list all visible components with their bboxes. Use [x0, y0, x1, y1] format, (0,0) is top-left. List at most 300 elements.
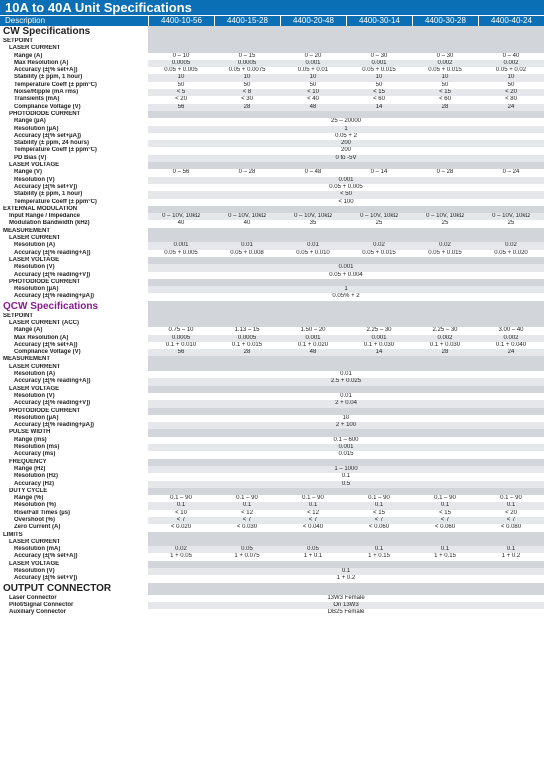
row-label: Accuracy (±[% reading+V])	[14, 271, 91, 278]
blank-cell	[148, 235, 544, 242]
shared-value-cell: 10	[342, 414, 350, 421]
row-label: Accuracy (±[% set+V])	[14, 183, 78, 190]
group-label: LASER VOLTAGE	[9, 385, 60, 392]
blank-cell	[148, 408, 544, 415]
value-cell: 0.0005	[148, 335, 214, 342]
value-cell: 0.05 + 0.015	[362, 67, 396, 74]
value-cell: 56	[148, 104, 214, 111]
value-cell: 10	[478, 74, 544, 81]
row-label: Resolution (V)	[14, 568, 55, 575]
value-cell: < 5	[148, 89, 214, 96]
table-row	[0, 400, 544, 407]
row-label: Accuracy (±[% reading+V])	[14, 400, 91, 407]
group-label: LIMITS	[3, 531, 23, 538]
table-row	[0, 342, 544, 349]
model-header: 4400-40-24	[478, 16, 544, 26]
group-row	[0, 279, 544, 286]
value-cell: 0.1 – 90	[170, 495, 192, 502]
shared-value-cell: 1	[148, 286, 544, 293]
shared-value-cell: DB25 Female	[327, 609, 365, 616]
table-row	[0, 264, 544, 271]
row-label: Compliance Voltage (V)	[14, 349, 81, 356]
blank-cell	[148, 279, 544, 286]
value-cell: 0.05	[214, 546, 280, 553]
group-label: LASER CURRENT (ACC)	[9, 319, 79, 326]
table-row	[0, 133, 544, 140]
group-label: FREQUENCY	[9, 458, 47, 465]
row-label: Resolution (%)	[14, 502, 56, 509]
shared-value-cell: 0.01	[340, 392, 352, 399]
row-label: Max Resolution (A)	[14, 334, 69, 341]
group-row	[0, 320, 544, 327]
value-cell: 0.1	[280, 502, 346, 509]
model-header: 4400-15-28	[214, 16, 280, 26]
value-cell: 28	[214, 349, 280, 356]
value-cell: 0.0005	[214, 60, 280, 67]
group-label: MEASUREMENT	[3, 227, 51, 234]
table-row	[0, 378, 544, 385]
value-cell: 1 + 0.2	[501, 553, 521, 560]
table-row	[0, 335, 544, 342]
value-cell: 0.05	[280, 546, 346, 553]
table-row	[0, 220, 544, 227]
table-row	[0, 67, 544, 74]
value-cell: 0.05 + 0.020	[494, 249, 528, 256]
row-label: Stability (± ppm, 1 hour)	[14, 191, 83, 198]
row-label: Noise/Ripple (mA rms)	[14, 89, 79, 96]
value-cell: < 10	[280, 89, 346, 96]
value-cell: 1.50 – 20	[300, 327, 326, 334]
value-cell: < 30	[241, 96, 253, 103]
value-cell: < 80	[505, 96, 517, 103]
row-label: Transients (mA)	[14, 96, 60, 103]
row-label: Accuracy (±[% set+µA])	[14, 132, 81, 139]
table-row	[0, 147, 544, 154]
table-row	[0, 510, 544, 517]
row-label: Resolution (µA)	[14, 125, 59, 132]
row-label: Resolution (V)	[14, 176, 55, 183]
value-cell: 50	[177, 81, 185, 88]
row-label: Range (V)	[14, 169, 43, 176]
value-cell: 50	[507, 81, 515, 88]
value-cell: 0.002	[412, 60, 478, 67]
value-cell: < 20	[175, 96, 187, 103]
value-cell: 0.02	[478, 242, 544, 249]
value-cell: 0.05 + 0.008	[230, 249, 264, 256]
value-cell: 0.1 – 90	[368, 495, 390, 502]
table-row	[0, 184, 544, 191]
value-cell: 0.1	[214, 502, 280, 509]
value-cell: 0.001	[148, 242, 214, 249]
group-label: LASER CURRENT	[9, 45, 61, 52]
row-label: Temperature Coeff (± ppm°C)	[14, 147, 97, 154]
table-row	[0, 553, 544, 560]
row-label: Resolution (A)	[14, 242, 55, 249]
value-cell: 10	[346, 74, 412, 81]
value-cell: < 10	[175, 509, 187, 516]
shared-value-cell: < 100	[338, 198, 354, 205]
group-label: LASER VOLTAGE	[9, 560, 60, 567]
value-cell: 0.002	[478, 335, 544, 342]
table-row	[0, 96, 544, 103]
value-cell: 0.1	[148, 502, 214, 509]
value-cell: 0 – 15	[238, 52, 256, 59]
value-cell: 10	[148, 74, 214, 81]
value-cell: 0.1 + 0.030	[363, 341, 395, 348]
group-label: LASER CURRENT	[9, 538, 61, 545]
value-cell: < 0.060	[434, 524, 456, 531]
table-row	[0, 422, 544, 429]
row-label: Overshoot (%)	[14, 517, 56, 523]
table-row	[0, 502, 544, 509]
value-cell: 0.1	[478, 546, 544, 553]
value-cell: 0.002	[478, 60, 544, 67]
table-row	[0, 89, 544, 96]
row-label: Modulation Bandwidth (kHz)	[9, 220, 90, 227]
row-label: Resolution (A)	[14, 371, 55, 378]
shared-value-cell: 1 – 1000	[148, 466, 544, 473]
group-row	[0, 408, 544, 415]
value-cell: < 40	[307, 96, 319, 103]
blank-cell	[148, 561, 544, 568]
table-row	[0, 481, 544, 488]
value-cell: 24	[478, 349, 544, 356]
table-header	[0, 15, 544, 26]
value-cell: 40	[177, 220, 185, 227]
value-cell: < 7	[280, 517, 346, 524]
value-cell: 14	[346, 104, 412, 111]
value-cell: 1 + 0.15	[368, 553, 390, 560]
row-label: Range (%)	[14, 495, 44, 502]
row-label: Accuracy (±[% set+A])	[14, 341, 78, 348]
group-label: PHOTODIODE CURRENT	[9, 278, 81, 285]
value-cell: 50	[375, 81, 383, 88]
value-cell: 0.1	[346, 502, 412, 509]
row-label: Input Range / Impedance	[9, 213, 81, 220]
value-cell: < 12	[307, 509, 319, 516]
value-cell: 2.25 – 30	[432, 327, 458, 334]
row-label: Range (µA)	[14, 118, 46, 125]
value-cell: 0 – 40	[502, 52, 520, 59]
row-label: Compliance Voltage (V)	[14, 103, 81, 110]
table-row	[0, 495, 544, 502]
page-title: 10A to 40A Unit Specifications	[0, 0, 544, 15]
value-cell: 0.05 + 0.005	[164, 67, 198, 74]
section-title: OUTPUT CONNECTOR	[3, 582, 112, 594]
group-row	[0, 459, 544, 466]
value-cell: 0.1 – 90	[434, 495, 456, 502]
value-cell: 0.1 + 0.020	[297, 341, 329, 348]
value-cell: 0 – 10V, 10kΩ	[280, 213, 346, 220]
value-cell: 0.05 + 0.02	[495, 67, 527, 74]
value-cell: < 60	[439, 96, 451, 103]
blank-cell	[148, 228, 544, 235]
row-label: Resolution (mA)	[14, 546, 61, 553]
value-cell: 0.02	[148, 546, 214, 553]
value-cell: 0 – 10V, 10kΩ	[412, 213, 478, 220]
blank-cell	[148, 364, 544, 371]
row-label: Stability (± ppm, 24 hours)	[14, 140, 89, 147]
value-cell: 0.001	[280, 335, 346, 342]
section-title: QCW Specifications	[3, 300, 99, 312]
table-row	[0, 199, 544, 206]
blank-cell	[148, 206, 544, 213]
model-header: 4400-30-28	[412, 16, 478, 26]
value-cell: 3.00 – 40	[498, 327, 524, 334]
row-label: Temperature Coeff (± ppm°C)	[14, 198, 97, 205]
table-row	[0, 473, 544, 480]
table-row	[0, 517, 544, 524]
value-cell: 0 – 10V, 10kΩ	[346, 213, 412, 220]
row-label: Resolution (µA)	[14, 414, 59, 421]
table-row	[0, 575, 544, 582]
value-cell: 0 – 10V, 10kΩ	[478, 213, 544, 220]
row-label: Temperature Coeff (± ppm°C)	[14, 81, 97, 88]
row-label: Stability (± ppm, 1 hour)	[14, 74, 83, 81]
shared-value-cell: 0.1	[148, 568, 544, 575]
blank-cell	[148, 386, 544, 393]
value-cell: 0.1	[412, 502, 478, 509]
group-row	[0, 561, 544, 568]
table-row	[0, 609, 544, 616]
row-label: Accuracy (Hz)	[14, 480, 55, 487]
blank-cell	[148, 532, 544, 539]
group-label: EXTERNAL MODULATION	[3, 205, 78, 212]
row-label: Range (A)	[14, 327, 43, 334]
group-label: PHOTODIODE CURRENT	[9, 110, 81, 117]
row-label: Accuracy (ms)	[14, 451, 56, 458]
value-cell: 25	[441, 220, 449, 227]
row-label: Range (Hz)	[14, 465, 46, 472]
value-cell: < 12	[241, 509, 253, 516]
value-cell: 0.05 + 0.010	[296, 249, 330, 256]
value-cell: 0.0005	[148, 60, 214, 67]
group-row	[0, 257, 544, 264]
value-cell: 0 – 30	[436, 52, 454, 59]
blank-cell	[148, 313, 544, 320]
value-cell: 0.02	[412, 242, 478, 249]
value-cell: < 20	[478, 89, 544, 96]
row-label: Rise/Fall Times (µs)	[14, 509, 71, 516]
shared-value-cell: 0.015	[338, 451, 354, 458]
shared-value-cell: 0.001	[148, 444, 544, 451]
value-cell: 0 – 28	[238, 169, 256, 176]
shared-value-cell: 200	[340, 147, 351, 154]
value-cell: 0.002	[412, 335, 478, 342]
row-label: Max Resolution (A)	[14, 59, 69, 66]
table-row	[0, 272, 544, 279]
group-row	[0, 488, 544, 495]
row-label: Accuracy (±[% reading+µA])	[14, 293, 94, 300]
value-cell: 0 – 10	[172, 52, 190, 59]
row-label: Accuracy (±[% reading+A])	[14, 249, 91, 256]
row-label: Accuracy (±[% set+A])	[14, 67, 78, 74]
shared-value-cell: 0.05 + 2	[335, 132, 357, 139]
group-label: MEASUREMENT	[3, 356, 51, 363]
value-cell: 50	[441, 81, 449, 88]
value-cell: 0.02	[346, 242, 412, 249]
description-header: Description	[5, 16, 46, 25]
value-cell: 24	[478, 104, 544, 111]
table-row	[0, 393, 544, 400]
value-cell: 0.05 + 0.005	[164, 249, 198, 256]
value-cell: 0.001	[280, 60, 346, 67]
value-cell: 0.05 + 0.015	[428, 249, 462, 256]
value-cell: 48	[280, 104, 346, 111]
value-cell: 0.05 + 0.01	[297, 67, 329, 74]
row-label: Resolution (Hz)	[14, 473, 58, 480]
value-cell: 28	[412, 104, 478, 111]
group-row	[0, 539, 544, 546]
value-cell: 50	[243, 81, 251, 88]
row-label: Laser Connector	[9, 594, 57, 601]
table-row	[0, 140, 544, 147]
shared-value-cell: 0 to -5V	[148, 155, 544, 162]
blank-cell	[148, 429, 544, 436]
table-row	[0, 524, 544, 531]
blank-cell	[148, 26, 544, 38]
row-label: Pilot/Signal Connector	[9, 601, 74, 608]
row-label: PD Bias (V)	[14, 154, 47, 161]
value-cell: 1 + 0.05	[170, 553, 192, 560]
value-cell: 0.1 + 0.015	[231, 341, 263, 348]
value-cell: 40	[243, 220, 251, 227]
group-row	[0, 313, 544, 320]
row-label: Zero Current (A)	[14, 524, 61, 531]
value-cell: < 15	[439, 509, 451, 516]
value-cell: < 15	[373, 509, 385, 516]
shared-value-cell: < 50	[148, 191, 544, 198]
shared-value-cell: 200	[148, 140, 544, 147]
table-row	[0, 169, 544, 176]
value-cell: < 20	[505, 509, 517, 516]
blank-cell	[148, 539, 544, 546]
blank-cell	[148, 301, 544, 313]
table-row	[0, 437, 544, 444]
row-label: Auxiliary Connector	[9, 609, 67, 616]
value-cell: 1.13 – 15	[234, 327, 260, 334]
group-row	[0, 364, 544, 371]
value-cell: < 7	[478, 517, 544, 524]
value-cell: 0.05 + 0.015	[428, 67, 462, 74]
section-heading	[0, 583, 544, 595]
value-cell: < 15	[346, 89, 412, 96]
value-cell: 0 – 24	[502, 169, 520, 176]
shared-value-cell: 0.001	[148, 264, 544, 271]
row-label: Resolution (ms)	[14, 444, 60, 451]
table-row	[0, 155, 544, 162]
model-header: 4400-30-14	[346, 16, 412, 26]
value-cell: 10	[412, 74, 478, 81]
value-cell: < 7	[148, 517, 214, 524]
group-label: LASER CURRENT	[9, 363, 61, 370]
shared-value-cell: 0.5	[148, 481, 544, 488]
value-cell: 28	[214, 104, 280, 111]
value-cell: 28	[412, 349, 478, 356]
blank-cell	[148, 356, 544, 363]
table-row	[0, 126, 544, 133]
row-label: Accuracy (±[% set+V])	[14, 575, 78, 582]
value-cell: 0.1	[412, 546, 478, 553]
table-row	[0, 595, 544, 602]
group-row	[0, 111, 544, 118]
value-cell: 0.1 – 90	[302, 495, 324, 502]
blank-cell	[148, 111, 544, 118]
value-cell: 0.01	[214, 242, 280, 249]
value-cell: 0.1 – 90	[236, 495, 258, 502]
value-cell: 0 – 30	[370, 52, 388, 59]
value-cell: 0.01	[280, 242, 346, 249]
value-cell: 25	[375, 220, 383, 227]
group-label: LASER VOLTAGE	[9, 162, 60, 169]
shared-value-cell: 2.5 + 0.025	[148, 378, 544, 385]
blank-cell	[148, 162, 544, 169]
value-cell: 0 – 10V, 10kΩ	[214, 213, 280, 220]
shared-value-cell: 25 – 20000	[330, 118, 362, 125]
group-label: DUTY CYCLE	[9, 487, 48, 494]
value-cell: < 0.040	[302, 524, 324, 531]
group-row	[0, 532, 544, 539]
table-row	[0, 546, 544, 553]
blank-cell	[148, 257, 544, 264]
shared-value-cell: On 13W3	[148, 602, 544, 609]
group-row	[0, 206, 544, 213]
blank-cell	[148, 45, 544, 52]
value-cell: 50	[309, 81, 317, 88]
group-row	[0, 429, 544, 436]
group-row	[0, 228, 544, 235]
value-cell: 0 – 10V, 10kΩ	[148, 213, 214, 220]
value-cell: 0.1 + 0.030	[429, 341, 461, 348]
group-label: LASER VOLTAGE	[9, 256, 60, 263]
shared-value-cell: 0.05% + 2	[332, 293, 360, 300]
value-cell: 35	[309, 220, 317, 227]
value-cell: 0.1	[478, 502, 544, 509]
value-cell: 48	[280, 349, 346, 356]
row-label: Range (ms)	[14, 436, 47, 443]
value-cell: 56	[148, 349, 214, 356]
table-row	[0, 82, 544, 89]
shared-value-cell: 1 + 0.2	[336, 575, 356, 582]
table-row	[0, 250, 544, 257]
value-cell: 0.1 + 0.010	[165, 341, 197, 348]
group-label: PULSE WIDTH	[9, 429, 51, 436]
model-header: 4400-20-48	[280, 16, 346, 26]
value-cell: < 7	[412, 517, 478, 524]
value-cell: 0.75 – 10	[168, 327, 194, 334]
value-cell: 14	[346, 349, 412, 356]
table-row	[0, 371, 544, 378]
table-row	[0, 349, 544, 356]
value-cell: 10	[280, 74, 346, 81]
value-cell: < 7	[214, 517, 280, 524]
table-row	[0, 213, 544, 220]
value-cell: 10	[214, 74, 280, 81]
value-cell: 0.05 + 0.0075	[228, 67, 266, 74]
value-cell: 25	[507, 220, 515, 227]
value-cell: 0 – 14	[370, 169, 388, 176]
section-title: CW Specifications	[3, 26, 91, 37]
section-heading	[0, 26, 544, 38]
value-cell: 0.0005	[214, 335, 280, 342]
table-row	[0, 53, 544, 60]
section-heading	[0, 301, 544, 313]
table-row	[0, 191, 544, 198]
blank-cell	[148, 320, 544, 327]
shared-value-cell: 0.05 + 0.004	[329, 271, 363, 278]
table-row	[0, 444, 544, 451]
group-label: PHOTODIODE CURRENT	[9, 407, 81, 414]
